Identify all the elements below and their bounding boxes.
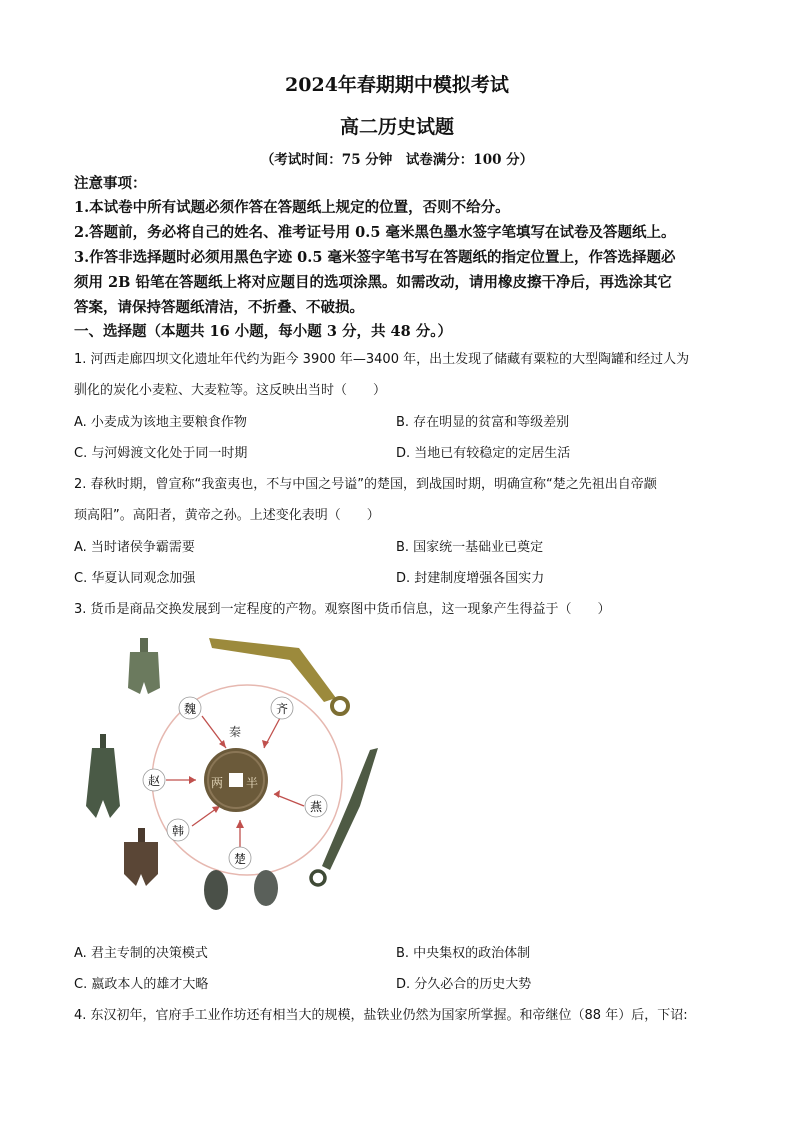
state-zhao-label [143,769,165,791]
question-1-line-1: 1. 河西走廊四坝文化遗址年代约为距今 3900 年—3400 年，出土发现了储藏有粟粒的大型陶罐和经过人为 [74,352,690,367]
svg-text:赵: 赵 [148,774,161,788]
coin-unification-figure [74,630,394,920]
question-2-option-d: D. 封建制度增强各国实力 [396,571,545,586]
note-line: 须用 2B 铅笔在答题纸上将对应题目的选项涂黑。如需改动，请用橡皮擦干净后，再选涂其它 [74,274,672,291]
svg-text:韩: 韩 [172,824,185,838]
center-state-label: 秦 [229,725,242,739]
exam-info: （考试时间：75 分钟 试卷满分：100 分） [260,152,534,168]
knife-coin-yan-icon [311,748,378,885]
note-line: 3.作答非选择题时必须用黑色字迹 0.5 毫米签字笔书写在答题纸的指定位置上，作答选择题必 [74,249,676,266]
state-qi-label [271,697,293,719]
coin-inscription-right: 半 [246,776,259,790]
question-1-option-d: D. 当地已有较稳定的定居生活 [396,446,571,461]
section-heading: 一、选择题（本题共 16 小题，每小题 3 分，共 48 分。） [74,323,452,340]
question-2-line-2: 顼高阳”。高阳者，黄帝之孙。上述变化表明（ ） [74,508,380,523]
question-3-option-c: C. 嬴政本人的雄才大略 [74,977,209,992]
svg-text:魏: 魏 [184,702,197,716]
exam-subtitle: 高二历史试题 [339,116,454,138]
question-1-option-b: B. 存在明显的贫富和等级差别 [396,415,570,430]
coin-inscription-left: 两 [211,776,224,790]
notes-heading: 注意事项： [74,175,147,192]
state-yan-label [305,795,327,817]
question-4-line-1: 4. 东汉初年，官府手工业作坊还有相当大的规模，盐铁业仍然为国家所掌握。和帝继位（88 年）后，下诏: [74,1008,688,1023]
question-2-line-1: 2. 春秋时期，曾宣称“我蛮夷也，不与中国之号谥”的楚国，到战国时期，明确宣称“楚之先祖出自帝颛 [74,477,657,492]
question-2-option-b: B. 国家统一基础业已奠定 [396,540,544,555]
question-1-option-c: C. 与河姆渡文化处于同一时期 [74,446,248,461]
question-3-option-d: D. 分久必合的历史大势 [396,977,532,992]
ant-nose-coin-chu-icon [204,870,278,910]
state-chu-label [229,847,251,869]
note-line: 1.本试卷中所有试题必须作答在答题纸上规定的位置，否则不给分。 [74,199,510,216]
question-3-option-a: A. 君主专制的决策模式 [74,946,208,961]
question-2-option-c: C. 华夏认同观念加强 [74,571,196,586]
note-line: 2.答题前，务必将自己的姓名、准考证号用 0.5 毫米黑色墨水签字笔填写在试卷及答题纸上。 [74,224,676,241]
svg-text:楚: 楚 [234,852,247,866]
question-1-line-2: 驯化的炭化小麦粒、大麦粒等。这反映出当时（ ） [74,383,387,398]
spade-coin-zhao-icon [86,734,120,818]
note-line: 答案，请保持答题纸清洁，不折叠、不破损。 [74,299,364,316]
svg-text:燕: 燕 [310,800,323,814]
question-1-option-a: A. 小麦成为该地主要粮食作物 [74,415,247,430]
spade-coin-han-icon [124,828,158,886]
question-2-option-a: A. 当时诸侯争霸需要 [74,540,195,555]
spade-coin-wei-icon [128,638,160,694]
question-3-option-b: B. 中央集权的政治体制 [396,946,531,961]
exam-title: 2024年春期期中模拟考试 [285,74,509,96]
state-wei-label [179,697,201,719]
state-han-label [167,819,189,841]
svg-text:齐: 齐 [276,702,289,716]
ban-liang-coin [204,748,268,812]
question-3-line-1: 3. 货币是商品交换发展到一定程度的产物。观察图中货币信息，这一现象产生得益于（ ） [74,602,611,617]
